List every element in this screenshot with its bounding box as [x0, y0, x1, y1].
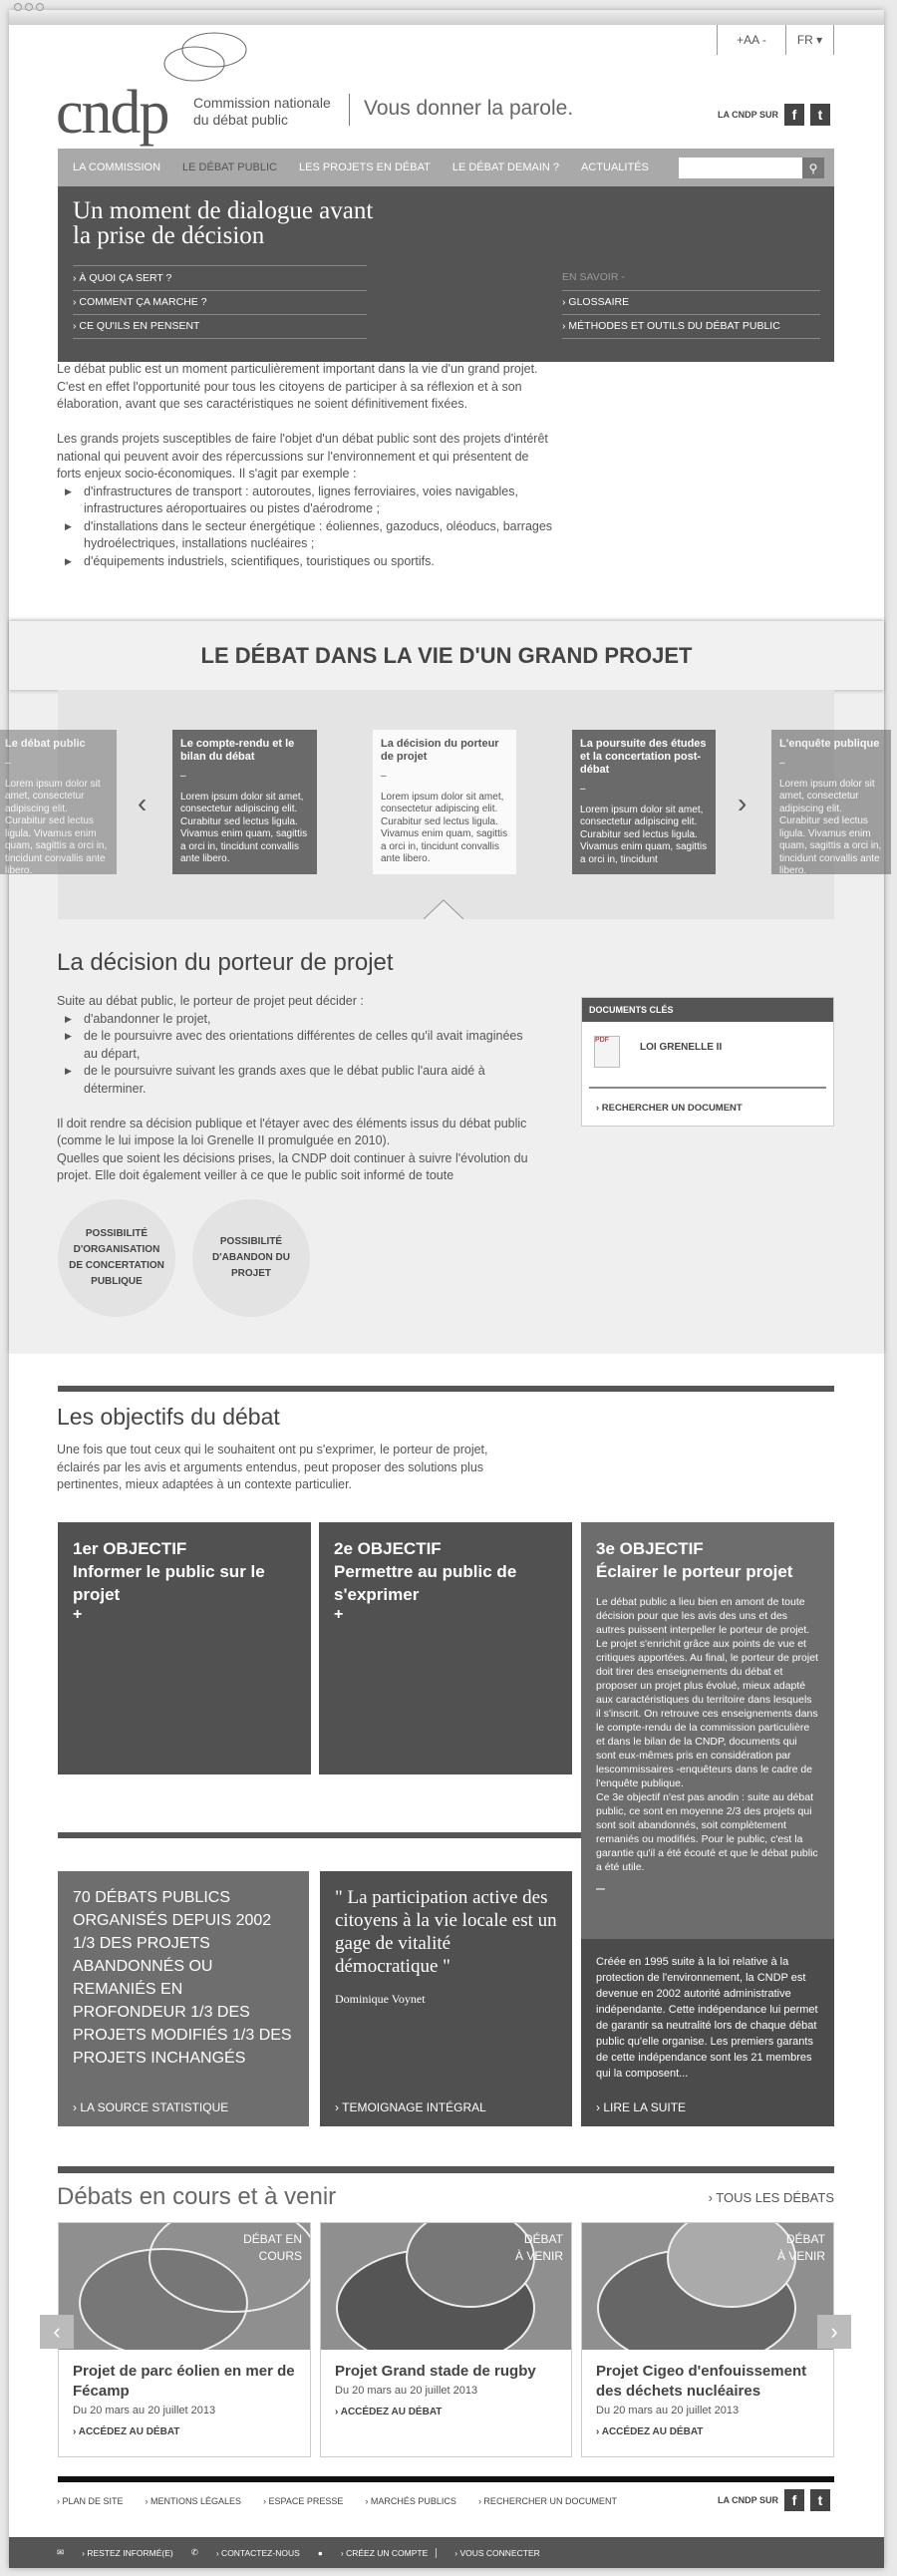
circle-label: POSSIBILITÉ D'ORGANISATION DE CONCERTATION PUBLIQUE — [69, 1228, 164, 1287]
card-dash: – — [381, 771, 387, 782]
search-document-link[interactable]: › RECHERCHER UN DOCUMENT — [596, 1103, 743, 1114]
read-more-link[interactable]: › LIRE LA SUITE — [596, 2100, 687, 2114]
debate-date: Du 20 mars au 20 juillet 2013 — [596, 2405, 740, 2416]
tagline: Vous donner la parole. — [349, 94, 573, 126]
decision-paragraph: Quelles que soient les décisions prises, la CNDP doit continuer à suivre l'évolution du projet. Elle doit également veiller à ce que le public soit informé de toute — [57, 1150, 528, 1182]
objectives-title: Les objectifs du débat — [57, 1404, 280, 1430]
chevron-right-icon[interactable]: › — [738, 788, 748, 818]
hero-banner — [58, 186, 834, 362]
facebook-icon[interactable]: f — [784, 104, 804, 126]
divider — [589, 1087, 826, 1089]
card-dash: – — [180, 771, 186, 782]
debate-card[interactable] — [58, 2222, 311, 2457]
list-item: ▶ de le poursuivre suivant les grands axes que le débat public l'aura aidé à déterminer. — [57, 1063, 535, 1098]
footer-social — [718, 2489, 830, 2511]
pointer-triangle-icon — [424, 899, 463, 919]
quote-card — [320, 1871, 572, 2126]
chevron-left-icon[interactable]: ‹ — [40, 2315, 74, 2349]
debate-image — [321, 2223, 571, 2350]
objective-text: Le débat public a lieu bien en amont de toute décision pour que les avis des uns et des autres puissent interpeller le porteur de projet. Le projet s'enrichit grâce aux points de vue et critiques apportées. Au final, le porteur de projet doit tirer des enseignements du débat et proposer un projet plus évolué, mieux adapté aux caractéristiques du territoire dans lesquels il s'inscrit. On retrouve ces enseignements dans le compte-rendu de la commission particulière et dans le bilan de la CNDP, documents qui sont eux-mêmes pris en considération par lescommissaires -enquêteurs dans le cadre de l'enquête publique. — [596, 1596, 818, 1789]
card-text: Lorem ipsum dolor sit amet, consectetur adipiscing elit. Curabitur sed lectus ligula. Vivamus enim quam, sagittis a orci in, tincidunt convallis ante libero. — [180, 791, 308, 864]
logo-mark[interactable]: cndp — [56, 79, 168, 147]
logo-line-2: du débat public — [193, 112, 288, 128]
section-rule — [58, 1386, 834, 1392]
hero-link[interactable]: › COMMENT ÇA MARCHE ? — [73, 290, 367, 315]
about-card — [581, 1939, 834, 2126]
all-debates-link[interactable]: › TOUS LES DÉBATS — [708, 2190, 834, 2205]
stats-card — [58, 1871, 309, 2126]
decision-list — [57, 1011, 535, 1099]
section-rule — [58, 1832, 581, 1838]
debate-image — [582, 2223, 833, 2350]
intro-paragraph: Les grands projets susceptibles de faire l'objet d'un débat public sont des projets d'intérêt national qui peuvent avoir des répercussions sur l'environnement et qui présentent de forts enjeux socio-économiques. Il s'agit par exemple : — [57, 432, 548, 481]
quote-text: " La participation active des citoyens à la vie locale est un gage de vitalité démocratique " — [335, 1887, 557, 1977]
timeline-card[interactable] — [172, 730, 317, 874]
hero-title-line2: la prise de décision — [73, 222, 265, 249]
access-debate-link[interactable]: › ACCÉDEZ AU DÉBAT — [596, 2426, 704, 2437]
hero-link[interactable]: › CE QU'ILS EN PENSENT — [73, 314, 367, 339]
social-links — [718, 104, 830, 126]
section-rule — [58, 2166, 834, 2173]
about-text: Créée en 1995 suite à la loi relative à la protection de l'environnement, la CNDP est devenue en 2002 autorité administrative indépendante. Cette indépendance lui permet de garantir sa neutralité lors de chaque débat public qu'elle organise. Les premiers garants de cette indépendance sont les 21 membres qui la composent... — [596, 1956, 818, 2080]
objective-number: 2e OBJECTIF — [334, 1539, 442, 1558]
hero-links — [73, 265, 367, 339]
debate-card[interactable] — [581, 2222, 834, 2457]
debate-status-tag: DÉBAT À VENIR — [514, 2232, 563, 2263]
intro-list — [57, 483, 555, 571]
footer-link[interactable]: › ESPACE PRESSE — [263, 2496, 344, 2506]
footer-links — [57, 2496, 617, 2506]
twitter-icon[interactable]: t — [810, 104, 830, 126]
debate-status-tag: DÉBAT À VENIR — [776, 2232, 825, 2263]
possibility-circle — [192, 1199, 310, 1317]
phone-icon: ✆ — [190, 2547, 198, 2557]
stats-text: 70 DÉBATS PUBLICS ORGANISÉS DEPUIS 2002 1/3 DES PROJETS ABANDONNÉS OU REMANIÉS EN PROFONDEUR 1/3 DES PROJETS MODIFIÉS 1/3 DES PROJETS INCHANGÉS — [73, 1889, 292, 2067]
card-dash: – — [779, 758, 785, 769]
window-titlebar — [9, 10, 884, 25]
window-minimize-button[interactable] — [25, 3, 33, 11]
testimony-link[interactable]: › TEMOIGNAGE INTÉGRAL — [335, 2100, 486, 2114]
card-title: Le compte-rendu et le bilan du débat — [180, 738, 295, 763]
footer-link[interactable]: › MENTIONS LÉGALES — [145, 2496, 242, 2506]
objective-card[interactable] — [58, 1522, 311, 1774]
stats-source-link[interactable]: › LA SOURCE STATISTIQUE — [73, 2100, 229, 2114]
list-item: ▶ de le poursuivre avec des orientations différentes de celles qu'il avait imaginées au départ, — [57, 1028, 535, 1063]
debates-title: Débats en cours et à venir — [57, 2183, 337, 2210]
debate-date: Du 20 mars au 20 juillet 2013 — [335, 2385, 478, 2397]
access-debate-link[interactable]: › ACCÉDEZ AU DÉBAT — [335, 2407, 443, 2417]
card-text: Lorem ipsum dolor sit amet, consectetur adipiscing elit. Curabitur sed lectus ligula. Vivamus enim quam, sagittis a orci in, tincidunt convallis ante libero. — [779, 778, 882, 874]
objectives-intro: Une fois que tout ceux qui le souhaitent ont pu s'exprimer, le porteur de projet, éclairés par les avis et arguments entendus, peut proposer des solutions plus pertinentes, mieux adaptées à un contexte particulier. — [57, 1443, 488, 1491]
objective-number: 1er OBJECTIF — [73, 1539, 187, 1558]
footer-rule — [58, 2476, 834, 2482]
circle-label: POSSIBILITÉ D'ABANDON DU PROJET — [212, 1236, 290, 1279]
objective-title: Permettre au public de s'exprimer — [334, 1562, 517, 1604]
decision-paragraph: Il doit rendre sa décision publique et l'étayer avec des éléments issus du débat public (comme le lui impose la loi Grenelle II promulguée en 2010). — [57, 1116, 527, 1147]
chevron-right-icon[interactable]: › — [817, 2315, 851, 2349]
nav-actualites[interactable]: ACTUALITÉS — [581, 161, 649, 173]
logo-bubbles-icon — [154, 30, 254, 88]
possibility-circle — [58, 1199, 175, 1317]
window-close-button[interactable] — [14, 3, 22, 11]
debate-image — [59, 2223, 310, 2350]
debate-status-tag: DÉBAT EN COURS — [243, 2232, 302, 2263]
contact-link[interactable]: › CONTACTEZ-NOUS — [215, 2547, 300, 2558]
plus-icon[interactable]: + — [334, 1606, 344, 1623]
nav-le-debat-public[interactable]: LE DÉBAT PUBLIC — [182, 161, 277, 173]
timeline-card[interactable] — [0, 730, 117, 874]
card-title: La poursuite des études et la concertation post-débat — [580, 738, 707, 776]
twitter-icon[interactable]: t — [810, 2489, 830, 2511]
timeline-card[interactable] — [572, 730, 716, 874]
hero-title — [73, 198, 373, 248]
chevron-left-icon[interactable]: ‹ — [138, 788, 148, 818]
card-dash: – — [596, 1880, 605, 1897]
list-item: ▶ d'équipements industriels, scientifiques, touristiques ou sportifs. — [57, 553, 555, 571]
nav-debat-demain[interactable]: LE DÉBAT DEMAIN ? — [451, 161, 560, 173]
social-label: LA CNDP SUR — [718, 2495, 779, 2505]
create-account-link[interactable]: › CRÉEZ UN COMPTE — [341, 2548, 437, 2558]
card-title: Le débat public — [5, 738, 86, 750]
access-debate-link[interactable]: › ACCÉDEZ AU DÉBAT — [73, 2426, 180, 2437]
hero-more-links — [562, 265, 820, 339]
debate-title: Projet Cigeo d'enfouissement des déchets nucléaires — [596, 2363, 807, 2400]
docs-title: DOCUMENTS CLÉS — [582, 998, 833, 1022]
logo-line-1: Commission nationale — [193, 95, 331, 111]
pdf-icon: PDF — [594, 1036, 620, 1068]
objective-title: Informer le public sur le projet — [73, 1562, 265, 1604]
debate-card[interactable] — [320, 2222, 572, 2457]
bottom-bar — [9, 2537, 884, 2568]
more-label: EN SAVOIR - — [562, 271, 625, 284]
language-select[interactable]: FR ▾ — [785, 25, 833, 55]
decision-lead: Suite au débat public, le porteur de projet peut décider : — [57, 994, 364, 1008]
list-item: ▶ d'abandonner le projet, — [57, 1011, 535, 1029]
debate-date: Du 20 mars au 20 juillet 2013 — [73, 2405, 216, 2416]
objective-card-expanded[interactable] — [581, 1522, 834, 1939]
nav-la-commission[interactable]: LA COMMISSION — [73, 161, 161, 173]
login-link[interactable]: › VOUS CONNECTER — [454, 2547, 540, 2558]
card-dash: – — [580, 784, 586, 795]
objective-number: 3e OBJECTIF — [596, 1539, 704, 1558]
timeline-card[interactable] — [771, 730, 891, 874]
key-documents-box — [581, 997, 834, 1127]
quote-author: Dominique Voynet — [335, 1992, 426, 2006]
card-text: Lorem ipsum dolor sit amet, consectetur adipiscing elit. Curabitur sed lectus ligula. Vivamus enim quam, sagittis a orci in, tincidunt convallis ante libero. — [381, 791, 508, 864]
decision-title: La décision du porteur de projet — [57, 949, 394, 976]
timeline-card-active[interactable] — [373, 730, 516, 874]
font-size-control[interactable]: +AA - — [737, 33, 766, 47]
debate-title: Projet de parc éolien en mer de Fécamp — [73, 2363, 295, 2400]
card-dash: – — [5, 758, 11, 769]
mail-icon: ✉ — [57, 2547, 65, 2557]
card-title: La décision du porteur de projet — [381, 738, 499, 763]
intro-paragraph: Le débat public est un moment particulièrement important dans la vie d'un grand projet. C'est en effet l'opportunité pour tous les citoyens de participer à sa réflexion et à son élaboration, avant que ses caractéristiques ne soient définitivement fixées. — [57, 362, 538, 411]
search-icon[interactable]: ⚲ — [802, 158, 824, 178]
footer-link[interactable]: › MARCHÉS PUBLICS — [365, 2496, 456, 2506]
plus-icon[interactable]: + — [73, 1606, 83, 1623]
objective-text: Ce 3e objectif n'est pas anodin : suite au débat public, ce sont en moyenne 2/3 des projets qui sont soit abandonnés, soit complètement remaniés ou modifiés. Pour le public, c'est la garantie qu'il a été écouté et que le débat public a été utile. — [596, 1791, 818, 1873]
list-item: ▶ d'installations dans le secteur énergétique : éoliennes, gazoducs, oléoducs, barrages hydroélectriques, installations nucléaires ; — [57, 518, 555, 553]
header-tools — [717, 25, 834, 55]
window-zoom-button[interactable] — [36, 3, 44, 11]
intro-text — [57, 361, 555, 570]
hero-link[interactable]: › À QUOI ÇA SERT ? — [73, 265, 367, 290]
card-title: L'enquête publique — [779, 738, 880, 750]
objective-card[interactable] — [319, 1522, 572, 1774]
doc-link[interactable]: LOI GRENELLE II — [640, 1042, 723, 1053]
facebook-icon[interactable]: f — [784, 2489, 804, 2511]
card-text: Lorem ipsum dolor sit amet, consectetur adipiscing elit. Curabitur sed lectus ligula. Vivamus enim quam, sagittis a orci in, tincidunt convallis ante libero. — [5, 778, 108, 874]
footer-link[interactable]: › PLAN DE SITE — [57, 2496, 124, 2506]
footer-link[interactable]: › RECHERCHER UN DOCUMENT — [477, 2496, 617, 2506]
user-icon: ● — [317, 2547, 323, 2558]
decision-text — [57, 993, 535, 1185]
nav-projets-en-debat[interactable]: LES PROJETS EN DÉBAT — [299, 161, 431, 173]
hero-title-line1: Un moment de dialogue avant — [73, 197, 374, 224]
hero-link[interactable]: › GLOSSAIRE — [562, 290, 820, 315]
debate-title: Projet Grand stade de rugby — [335, 2363, 536, 2380]
logo-subtitle — [193, 95, 331, 129]
newsletter-link[interactable]: › RESTEZ INFORMÉ(E) — [82, 2547, 173, 2558]
hero-link[interactable]: › MÉTHODES ET OUTILS DU DÉBAT PUBLIC — [562, 314, 820, 339]
card-text: Lorem ipsum dolor sit amet, consectetur adipiscing elit. Curabitur sed lectus ligula. Vivamus enim quam, sagittis a orci in, tincidunt — [580, 804, 708, 865]
search-input[interactable] — [679, 158, 802, 178]
list-item: ▶ d'infrastructures de transport : autoroutes, lignes ferroviaires, voies navigables, infrastructures aéroportuaires ou pistes d'aérodrome ; — [57, 483, 555, 518]
timeline-title: LE DÉBAT DANS LA VIE D'UN GRAND PROJET — [9, 621, 884, 690]
social-label: LA CNDP SUR — [718, 110, 779, 120]
objective-title: Éclairer le porteur projet — [596, 1562, 793, 1581]
